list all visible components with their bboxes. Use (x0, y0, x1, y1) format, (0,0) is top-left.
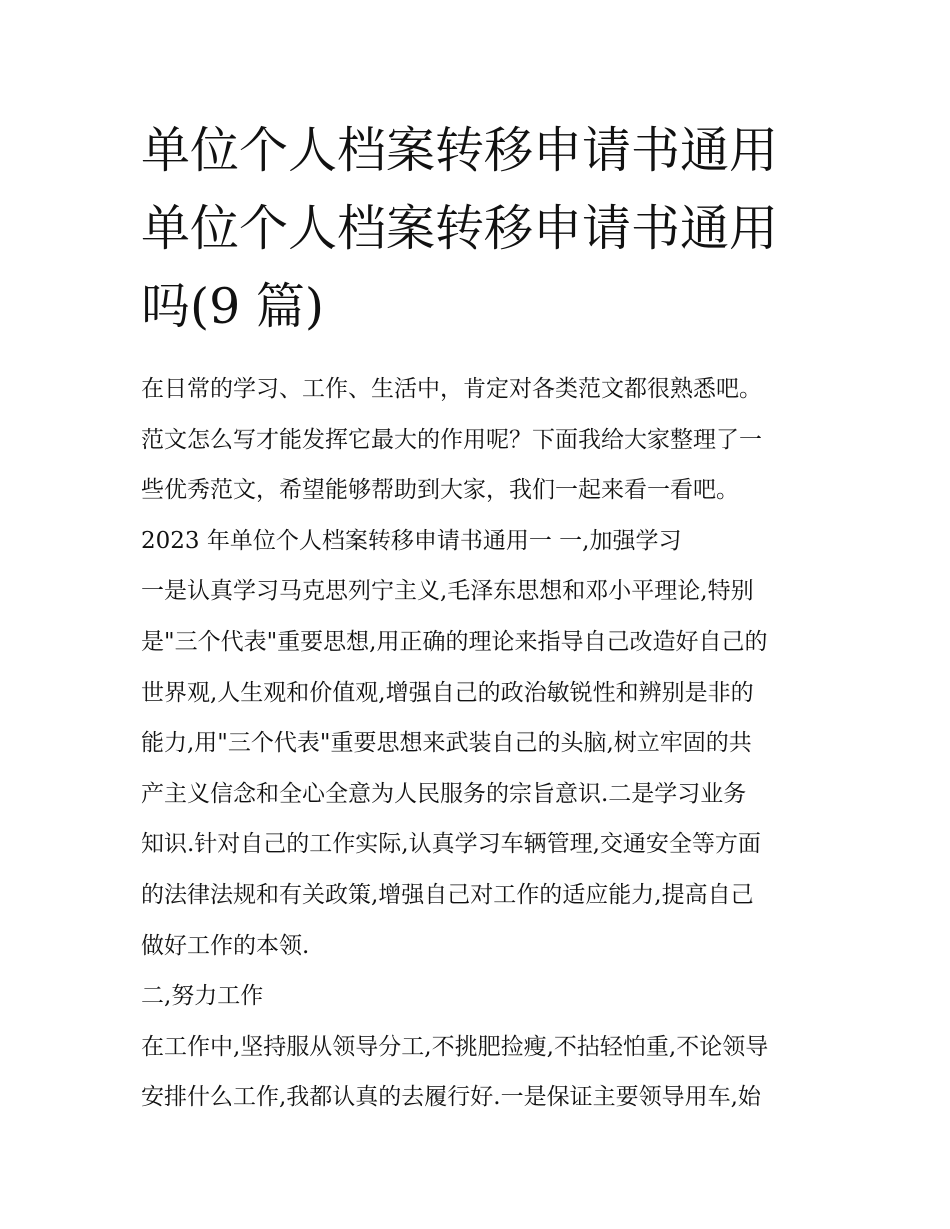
text-line: 能力,用"三个代表"重要思想来武装自己的头脑,树立牢固的共 (141, 730, 752, 757)
intro-paragraph (141, 364, 821, 516)
section-heading: 2023 年单位个人档案转移申请书通用一 一,加强学习 (141, 527, 682, 554)
text-line: 在日常的学习、工作、生活中，肯定对各类范文都很熟悉吧。 (141, 376, 762, 402)
text-line: 范文怎么写才能发挥它最大的作用呢？下面我给大家整理了一 (141, 426, 762, 453)
text-line: 做好工作的本领. (141, 932, 310, 959)
body-paragraph (141, 566, 821, 971)
title-line: 单位个人档案转移申请书通用 (141, 200, 779, 257)
document-page (141, 112, 821, 1123)
document-title (141, 112, 821, 346)
text-line: 些优秀范文，希望能够帮助到大家，我们一起来看一看吧。 (141, 477, 739, 504)
text-line: 知识.针对自己的工作实际,认真学习车辆管理,交通安全等方面 (141, 831, 761, 858)
text-line: 一是认真学习马克思列宁主义,毛泽东思想和邓小平理论,特别 (141, 578, 754, 605)
subsection-heading: 二,努力工作 (141, 983, 264, 1010)
title-line: 单位个人档案转移申请书通用 (141, 122, 779, 179)
text-line: 是"三个代表"重要思想,用正确的理论来指导自己改造好自己的 (141, 628, 768, 655)
text-line: 安排什么工作,我都认真的去履行好.一是保证主要领导用车,始 (141, 1084, 761, 1111)
body-paragraph (141, 1022, 821, 1123)
text-line: 的法律法规和有关政策,增强自己对工作的适应能力,提高自己 (141, 881, 754, 908)
title-line: 吗(9 篇) (141, 278, 324, 335)
text-line: 在工作中,坚持服从领导分工,不挑肥捡瘦,不拈轻怕重,不论领导 (141, 1033, 769, 1060)
text-line: 世界观,人生观和价值观,增强自己的政治敏锐性和辨别是非的 (141, 679, 754, 706)
text-line: 产主义信念和全心全意为人民服务的宗旨意识.二是学习业务 (141, 780, 747, 807)
